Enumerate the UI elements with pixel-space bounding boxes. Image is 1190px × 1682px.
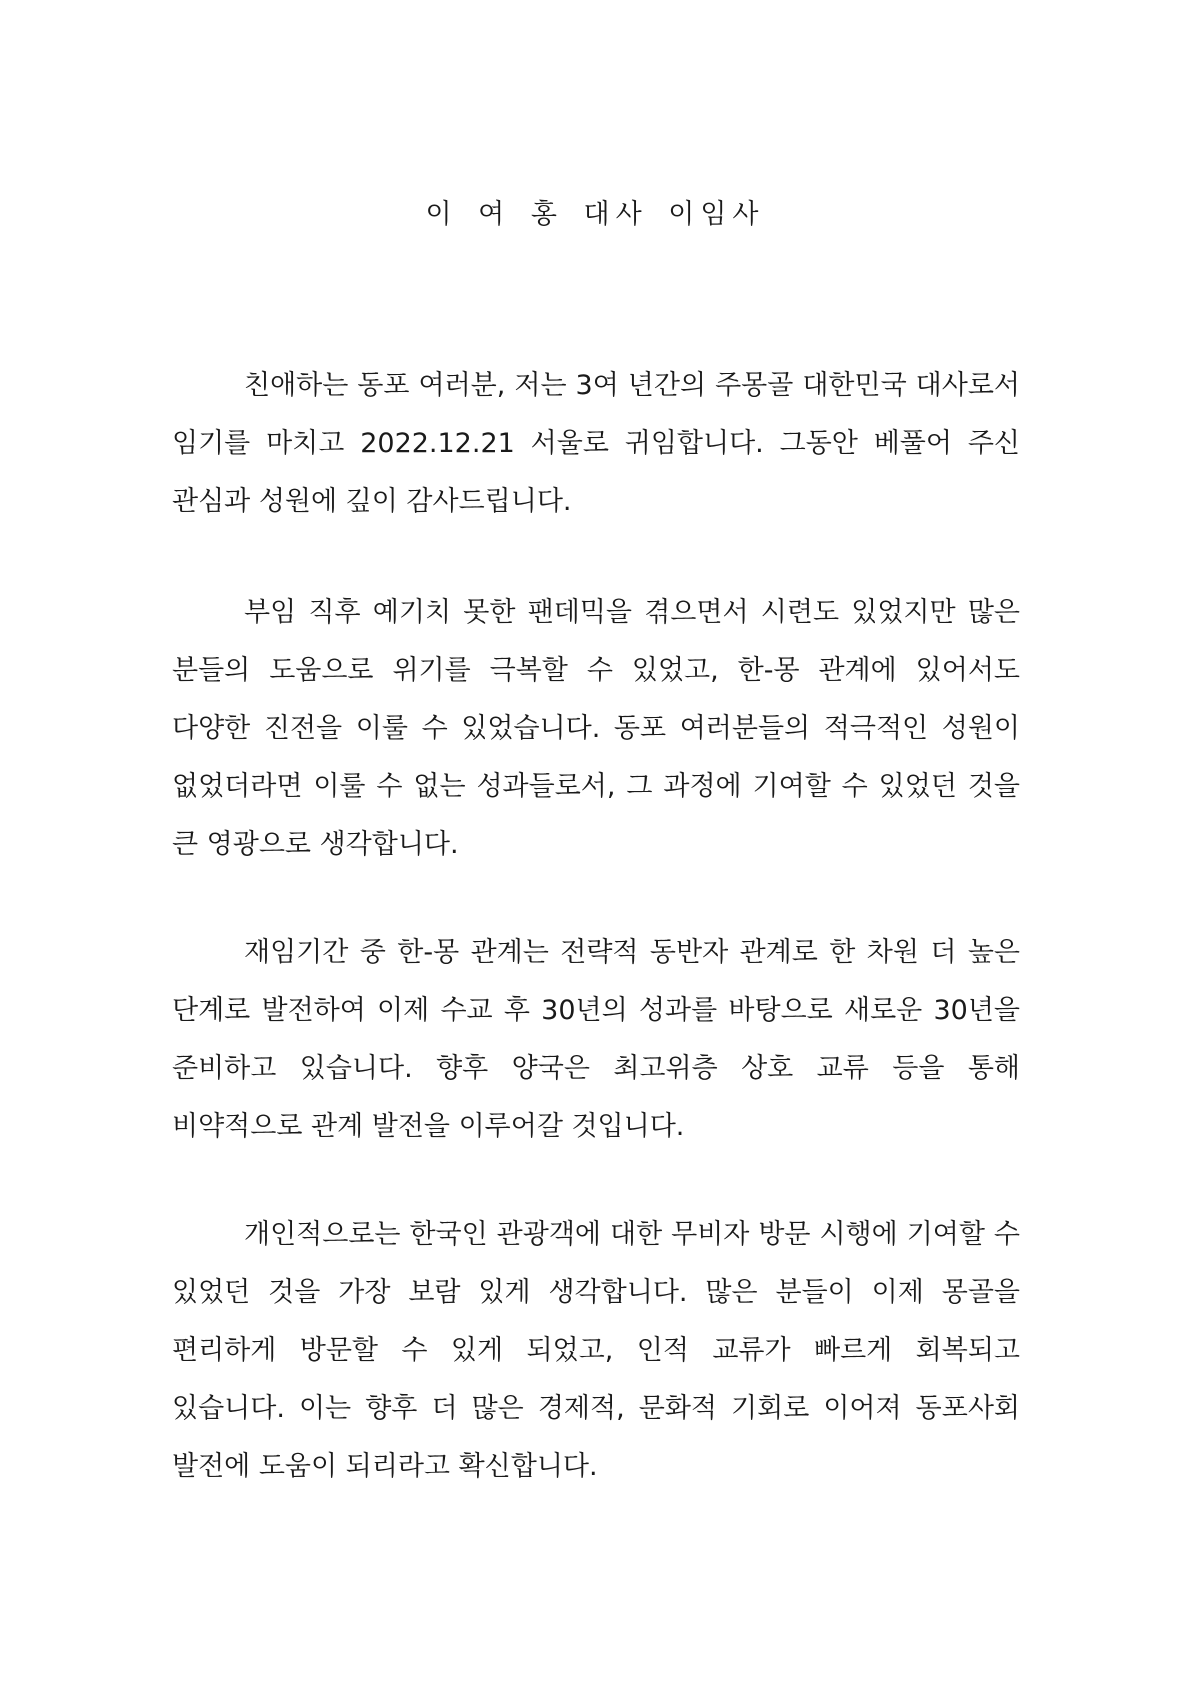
- page-title: 이 여 홍 대사 이임사: [425, 199, 765, 230]
- paragraph-relations: 재임기간 중 한-몽 관계는 전략적 동반자 관계로 한 차원 더 높은 단계로 발전하여 이제 수교 후 30년의 성과를 바탕으로 새로운 30년을 준비하고 있습니다. 향후 양국은 최고위층 상호 교류 등을 통해 비약적으로 관계 발전을 이루어갈 것입니다.: [172, 937, 1020, 1142]
- paragraph-visa: 개인적으로는 한국인 관광객에 대한 무비자 방문 시행에 기여할 수 있었던 것을 가장 보람 있게 생각합니다. 많은 분들이 이제 몽골을 편리하게 방문할 수 있게 되었고, 인적 교류가 빠르게 회복되고 있습니다. 이는 향후 더 많은 경제적, 문화적 기회로 이어져 동포사회 발전에 도움이 되리라고 확신합니다.: [172, 1219, 1020, 1482]
- paragraph-greeting: 친애하는 동포 여러분, 저는 3여 년간의 주몽골 대한민국 대사로서 임기를 마치고 2022.12.21 서울로 귀임합니다. 그동안 베풀어 주신 관심과 성원에 깊이 감사드립니다.: [172, 370, 1020, 517]
- paragraph-pandemic: 부임 직후 예기치 못한 팬데믹을 겪으면서 시련도 있었지만 많은 분들의 도움으로 위기를 극복할 수 있었고, 한-몽 관계에 있어서도 다양한 진전을 이룰 수 있었습니다. 동포 여러분들의 적극적인 성원이 없었더라면 이룰 수 없는 성과들로서, 그 과정에 기여할 수 있었던 것을 큰 영광으로 생각합니다.: [172, 597, 1020, 860]
